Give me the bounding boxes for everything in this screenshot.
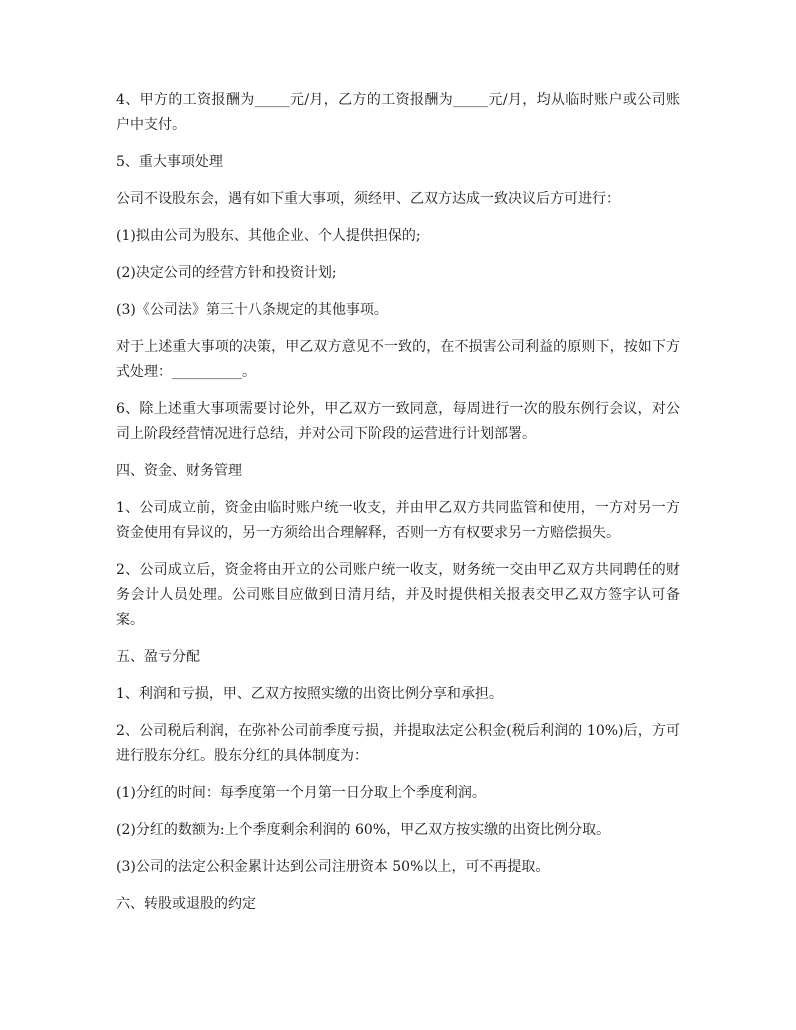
finance-clause-2: 2、公司成立后，资金将由开立的公司账户统一收支，财务统一交由甲乙双方共同聘任的财务会计人员处理。公司账目应做到日清月结，并及时提供相关报表交甲乙双方签字认可备案。 xyxy=(116,562,680,628)
document-page xyxy=(116,88,680,929)
profit-clause-2: 2、公司税后利润，在弥补公司前季度亏损，并提取法定公积金(税后利润的 10%)后，方可进行股东分红。股东分红的具体制度为： xyxy=(116,723,680,764)
dividend-item-2: (2)分红的数额为:上个季度剩余利润的 60%，甲乙双方按实缴的出资比例分取。 xyxy=(116,822,611,838)
clause-4-salary: 4、甲方的工资报酬为_____元/月，乙方的工资报酬为_____元/月，均从临时账户或公司账户中支付。 xyxy=(116,92,680,133)
profit-clause-1: 1、利润和亏损，甲、乙双方按照实缴的出资比例分享和承担。 xyxy=(116,686,503,702)
disagreement-handling: 对于上述重大事项的决策，甲乙双方意见不一致的，在不损害公司利益的原则下，按如下方式处理：__________。 xyxy=(116,339,680,380)
section-6-heading: 六、转股或退股的约定 xyxy=(116,896,256,912)
clause-5-heading: 5、重大事项处理 xyxy=(116,154,223,170)
section-5-heading: 五、盈亏分配 xyxy=(116,649,200,665)
dividend-item-1: (1)分红的时间：每季度第一个月第一日分取上个季度利润。 xyxy=(116,785,486,801)
finance-clause-1: 1、公司成立前，资金由临时账户统一收支，并由甲乙双方共同监管和使用，一方对另一方资金使用有异议的，另一方须给出合理解释，否则一方有权要求另一方赔偿损失。 xyxy=(116,500,680,541)
major-matter-item-2: (2)决定公司的经营方针和投资计划; xyxy=(116,265,337,281)
major-matters-intro: 公司不设股东会，遇有如下重大事项，须经甲、乙双方达成一致决议后方可进行： xyxy=(116,191,620,207)
section-4-heading: 四、资金、财务管理 xyxy=(116,463,242,479)
clause-6-weekly-meeting: 6、除上述重大事项需要讨论外，甲乙双方一致同意，每周进行一次的股东例行会议，对公司上阶段经营情况进行总结，并对公司下阶段的运营进行计划部署。 xyxy=(116,401,680,442)
major-matter-item-3: (3)《公司法》第三十八条规定的其他事项。 xyxy=(116,302,388,318)
dividend-item-3: (3)公司的法定公积金累计达到公司注册资本 50%以上，可不再提取。 xyxy=(116,859,550,875)
major-matter-item-1: (1)拟由公司为股东、其他企业、个人提供担保的; xyxy=(116,228,421,244)
